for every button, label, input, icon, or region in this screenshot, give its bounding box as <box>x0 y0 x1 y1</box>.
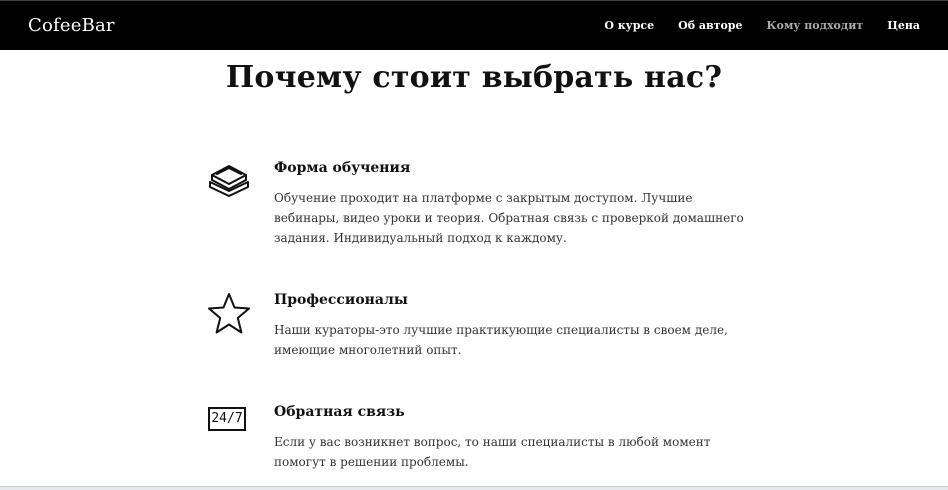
nav-link-about-course[interactable]: О курсе <box>604 19 655 32</box>
feature-heading: Форма обучения <box>274 160 411 176</box>
feature-heading: Профессионалы <box>274 292 408 308</box>
section-title: Почему стоит выбрать нас? <box>225 60 723 95</box>
feature-description: Обучение проходит на платформе с закрытым доступом. Лучшие вебинары, видео уроки и теория. Обратная связь с проверкой домашнего задания. Индивидуальный подход к каждому. <box>274 191 744 245</box>
main-nav <box>580 19 920 32</box>
nav-link-about-author[interactable]: Об авторе <box>678 19 743 32</box>
nav-link-price[interactable]: Цена <box>887 19 920 32</box>
brand-logo[interactable]: CofeeBar <box>28 15 115 36</box>
24-7-badge-text: 24/7 <box>208 407 246 431</box>
star-icon <box>207 292 251 336</box>
feature-description: Если у вас возникнет вопрос, то наши специалисты в любой момент помогут в решении проблемы. <box>274 435 711 469</box>
books-icon <box>207 160 251 204</box>
feature-heading: Обратная связь <box>274 404 405 420</box>
nav-link-who-fits[interactable]: Кому подходит <box>766 19 864 32</box>
24-7-icon <box>207 404 251 448</box>
bottom-edge-divider <box>0 486 948 490</box>
feature-description: Наши кураторы-это лучшие практикующие специалисты в своем деле, имеющие многолетний опыт. <box>274 323 728 357</box>
top-navbar <box>0 0 948 50</box>
